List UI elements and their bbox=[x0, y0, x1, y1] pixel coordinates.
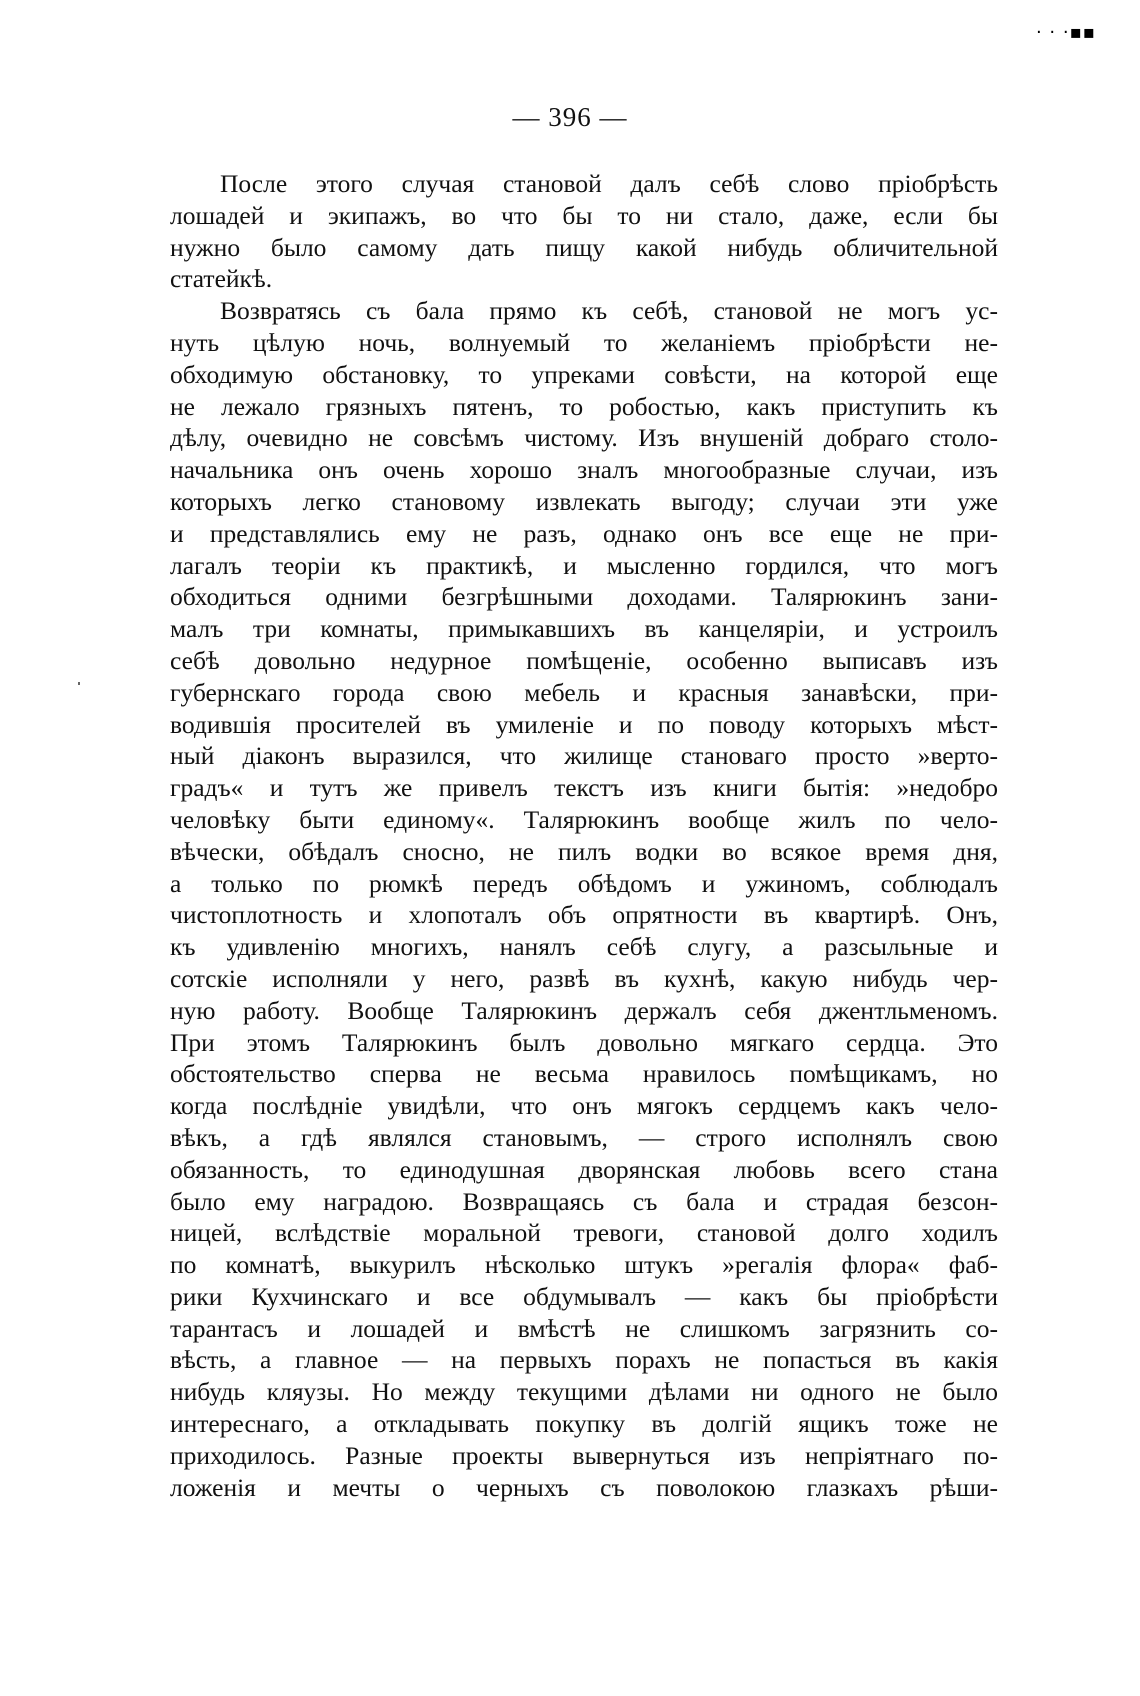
text-line: После этого случая становой далъ себѣ слово пріобрѣсть bbox=[220, 169, 998, 198]
text-line: интереснаго, а откладывать покупку въ долгій ящикъ тоже не bbox=[170, 1409, 998, 1439]
margin-scan-dot bbox=[78, 682, 80, 685]
text-line: малъ три комнаты, примыкавшихъ въ канцеляріи, и устроилъ bbox=[170, 614, 998, 644]
text-line: нибудь кляузы. Но между текущими дѣлами ни одного не было bbox=[170, 1377, 998, 1407]
text-line: а только по рюмкѣ передъ обѣдомъ и ужиномъ, соблюдалъ bbox=[170, 868, 998, 898]
text-line: обстоятельство сперва не весьма нравилось помѣщикамъ, но bbox=[170, 1059, 998, 1089]
text-line: приходилось. Разные проекты вывернуться изъ непріятнаго по- bbox=[170, 1440, 998, 1470]
text-line: и представлялись ему не разъ, однако онъ все еще не при- bbox=[170, 518, 998, 548]
text-line: обходимую обстановку, то упреками совѣсти, на которой еще bbox=[170, 359, 998, 389]
text-line: ложенія и мечты о черныхъ съ поволокою глазкахъ рѣши- bbox=[170, 1472, 998, 1502]
text-line: нуть цѣлую ночь, волнуемый то желаніемъ пріобрѣсти не- bbox=[170, 327, 998, 357]
text-line: обходиться одними безгрѣшными доходами. Талярюкинъ зани- bbox=[170, 582, 998, 612]
text-line: ный діаконъ выразился, что жилище становаго просто »верто- bbox=[170, 741, 998, 771]
text-line: статейкѣ. bbox=[170, 264, 273, 294]
text-line: къ удивленію многихъ, нанялъ себѣ слугу, а разсыльные и bbox=[170, 932, 998, 962]
text-line: лошадей и экипажъ, во что бы то ни стало, даже, если бы bbox=[170, 200, 998, 230]
text-line: рики Кухчинскаго и все обдумывалъ — какъ бы пріобрѣсти bbox=[170, 1281, 998, 1311]
text-line: При этомъ Талярюкинъ былъ довольно мягкаго сердца. Это bbox=[170, 1027, 998, 1057]
text-line: себѣ довольно недурное помѣщеніе, особенно выписавъ изъ bbox=[170, 645, 998, 675]
body-text bbox=[170, 168, 998, 1503]
text-line: сотскіе исполняли у него, развѣ въ кухнѣ, какую нибудь чер- bbox=[170, 963, 998, 993]
text-line: было ему наградою. Возвращаясь съ бала и страдая безсон- bbox=[170, 1186, 998, 1216]
paragraph-2 bbox=[170, 295, 998, 1503]
text-line: лагалъ теоріи къ практикѣ, и мысленно гордился, что могъ bbox=[170, 550, 998, 580]
text-line: водившія просителей въ умиленіе и по поводу которыхъ мѣст- bbox=[170, 709, 998, 739]
page-number: — 396 — bbox=[512, 102, 628, 132]
text-line: дѣлу, очевидно не совсѣмъ чистому. Изъ внушеній добраго столо- bbox=[170, 423, 998, 453]
text-line: ную работу. Вообще Талярюкинъ держалъ себя джентльменомъ. bbox=[170, 995, 998, 1025]
text-line: обязанность, то единодушная дворянская любовь всего стана bbox=[170, 1154, 998, 1184]
text-line: чистоплотность и хлопоталъ объ опрятности въ квартирѣ. Онъ, bbox=[170, 900, 998, 930]
paragraph-1 bbox=[170, 168, 998, 295]
text-line: вѣсть, а главное — на первыхъ порахъ не попасться въ какія bbox=[170, 1345, 998, 1375]
text-line: ницей, вслѣдствіе моральной тревоги, становой долго ходилъ bbox=[170, 1218, 998, 1248]
text-line: нужно было самому дать пищу какой нибудь обличительной bbox=[170, 232, 998, 262]
text-line: тарантасъ и лошадей и вмѣстѣ не слишкомъ загрязнить со- bbox=[170, 1313, 998, 1343]
text-line: градъ« и тутъ же привелъ текстъ изъ книги бытія: »недобро bbox=[170, 773, 998, 803]
text-line: начальника онъ очень хорошо зналъ многообразные случаи, изъ bbox=[170, 455, 998, 485]
corner-scan-mark: · · ·▪▪ bbox=[1035, 22, 1096, 43]
text-line: вѣкъ, а гдѣ являлся становымъ, — строго исполнялъ свою bbox=[170, 1122, 998, 1152]
text-line: вѣчески, обѣдалъ сносно, не пилъ водки во всякое время дня, bbox=[170, 836, 998, 866]
text-line: когда послѣдніе увидѣли, что онъ мягокъ сердцемъ какъ чело- bbox=[170, 1091, 998, 1121]
text-line: губернскаго города свою мебель и красныя занавѣски, при- bbox=[170, 677, 998, 707]
text-line: не лежало грязныхъ пятенъ, то робостью, какъ приступить къ bbox=[170, 391, 998, 421]
text-line: Возвратясь съ бала прямо къ себѣ, становой не могъ ус- bbox=[220, 296, 998, 326]
text-line: по комнатѣ, выкурилъ нѣсколько штукъ »регалія флора« фаб- bbox=[170, 1250, 998, 1280]
text-line: которыхъ легко становому извлекать выгоду; случаи эти уже bbox=[170, 486, 998, 516]
text-line: человѣку быти единому«. Талярюкинъ вообще жилъ по чело- bbox=[170, 804, 998, 834]
